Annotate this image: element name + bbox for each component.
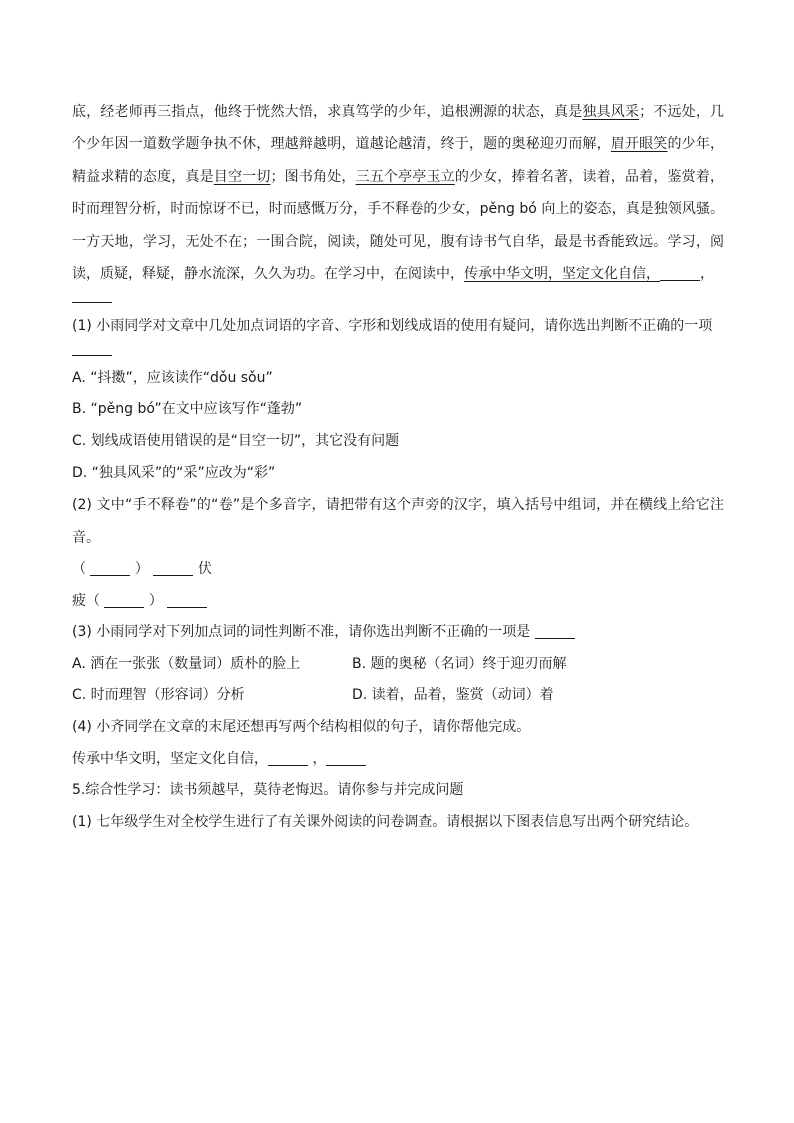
underlined-idiom-tingting-yuli: 三五个亭亭玉立 [355,168,455,185]
q2-row1-word: 伏 [197,561,212,578]
passage-paragraph [72,96,724,290]
q4-answer-blank-1[interactable] [268,751,308,766]
q1-stem: (1) 小雨同学对文章中几处加点词语的字音、字形和划线成语的使用有疑问，请你选出判断不正确的一项 [72,318,713,335]
passage-text-a: 底，经老师再三指点，他终于恍然大悟，求真笃学的少年，追根溯源的状态，真是 [72,104,583,120]
q2-row1-pinyin-blank[interactable] [153,561,193,576]
q2-row1-paren-blank[interactable] [90,561,130,576]
section5-q1-stem: (1) 七年级学生对全校学生进行了有关课外阅读的问卷调查。请根据以下图表信息写出两个研究结论。 [72,813,699,830]
q3-option-c: C. 时而理智（形容词）分析 [72,687,245,704]
q3-answer-blank[interactable] [535,624,575,639]
q3-option-b: B. 题的奥秘（名词）终于迎刃而解 [352,655,567,672]
q2-row2-pinyin-blank[interactable] [167,593,207,608]
underlined-sentence-chuancheng: 传承中华文明，坚定文化自信， [464,266,660,283]
q4-line-text: 传承中华文明，坚定文化自信， [72,750,268,767]
answer-blank[interactable] [72,288,112,303]
answer-blank[interactable] [660,266,700,281]
passage-text-e: 的少女，捧着名著，读着，品着，鉴赏着，时而理智分析，时而惊讶不已，时而感慨万分，手不释卷的少女，pěng bó 向上的姿态，真是独领风骚。一方天地，学习，无处不在；一围合院，阅读，随处可见，腹有诗书气自华，最是书香能致远。学习，阅读，质疑，释疑，静水流深，久久为功。在学习中，在阅读中， [72,168,725,283]
q4-stem: (4) 小齐同学在文章的末尾还想再写两个结构相似的句子，请你帮他完成。 [72,719,531,735]
underlined-idiom-mukong-yiqie: 目空一切 [213,168,271,185]
q3-stem-text: (3) 小雨同学对下列加点词的词性判断不准，请你选出判断不正确的一项是 [72,624,531,641]
q1-option-d: D. “独具风采”的“采”应改为“彩” [72,464,276,481]
q4-answer-line [72,744,724,776]
q1-option-c: C. 划线成语使用错误的是“目空一切”，其它没有问题 [72,433,400,450]
q1-answer-row [72,343,724,355]
q2-row2-char: 疲（ [72,592,100,609]
passage-text-c: 的少年，精益求精的态度，真是 [72,136,725,185]
q1-option-a: A. “抖擞”，应该读作“dǒu sǒu” [72,369,273,386]
underlined-idiom-meikai-yanxiao: 眉开眼笑 [610,136,668,153]
passage-text-f: ， [700,266,714,283]
section5-title: 5.综合性学习：读书须越早，莫待老悔迟。请你参与并完成问题 [72,782,464,799]
q4-separator: ， [312,750,327,767]
q4-answer-blank-2[interactable] [326,751,366,766]
q2-row2-paren-blank[interactable] [104,593,144,608]
q2-row2-close-paren: ） [148,592,163,609]
q1-option-b: B. “pěng bó”在文中应该写作“蓬勃” [72,401,303,418]
q3-stem [72,617,724,649]
q3-option-d: D. 读着，品着，鉴赏（动词）着 [352,687,554,704]
passage-text-d: ；图书角处， [270,168,356,185]
q2-stem: (2) 文中“手不释卷”的“卷”是个多音字，请把带有这个声旁的汉字，填入括号中组词，并在横线上给它注音。 [72,497,724,546]
q2-row1-open-paren: （ [72,561,86,578]
underlined-idiom-duju-fengcai: 独具风采 [582,104,640,120]
q2-row-1 [72,554,724,586]
q3-options-row-1 [72,649,724,681]
passage-text-b: ；不远处，几个少年因一道数学题争执不休，理越辩越明，道越论越清，终于，题的奥秘迎刃而解， [72,104,725,153]
q3-option-a: A. 洒在一张张（数量词）质朴的脸上 [72,655,301,672]
q3-options-row-2 [72,680,724,712]
q2-row1-close-paren: ） [134,561,149,578]
q1-answer-blank[interactable] [72,341,112,356]
answer-blank-row [72,290,724,302]
q2-row-2 [72,586,724,618]
